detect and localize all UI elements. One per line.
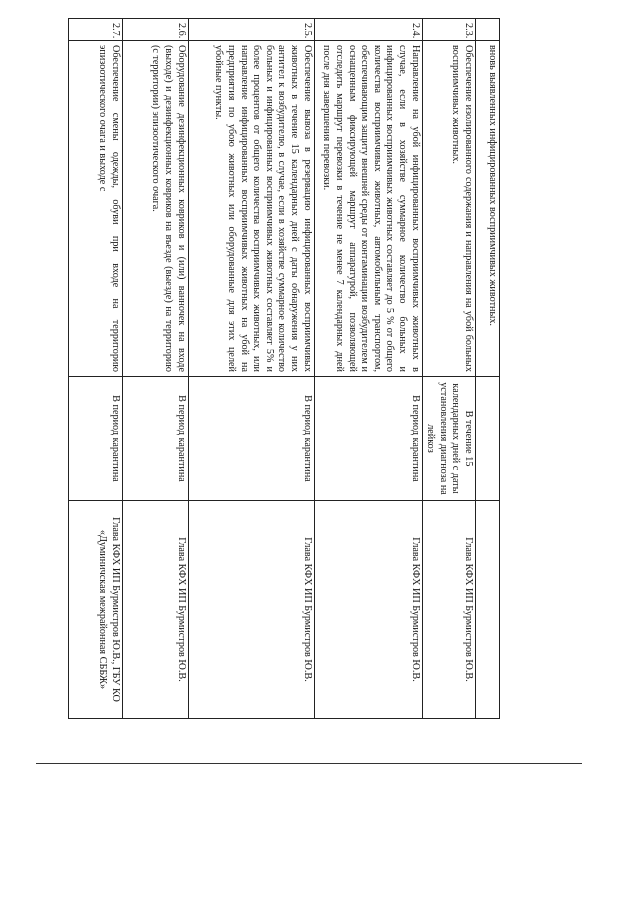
row-number: 2.4. (314, 19, 422, 41)
term-text: В период карантина (122, 377, 188, 501)
table-row (188, 19, 314, 719)
row-number (476, 19, 500, 41)
term-text: В период карантина (188, 377, 314, 501)
table-row (422, 19, 475, 719)
term-text: В период карантина (314, 377, 422, 501)
measure-text: Обеспечение вывоза в резервацию инфицированных восприимчивых животных в течение 15 календарных дней с даты обнаружения у них антител к возбудителю, в случае, если в хозяйстве суммарное количество больных и инфицированных восприимчивых животных составляет 5% и более процентов от общего количества восприимчивых животных, или направление инфицированных восприимчивых животных на убой на предприятия по убою животных или оборудованные для этих целей убойные пункты. (188, 41, 314, 377)
responsible-text: Глава КФХ ИП Бурмистров Ю.В. (122, 501, 188, 719)
measures-table (68, 18, 500, 719)
row-number: 2.7. (68, 19, 122, 41)
term-text (476, 377, 500, 501)
measure-text: вновь выявленных инфицированных восприимчивых животных. (476, 41, 500, 377)
responsible-text: Глава КФХ ИП Бурмистров Ю.В. (314, 501, 422, 719)
term-text: В период карантина (68, 377, 122, 501)
responsible-text: Глава КФХ ИП Бурмистров Ю.В. (188, 501, 314, 719)
responsible-text: Глава КФХ ИП Бурмистров Ю.В., ГБУ КО «Думиничская межрайонная СББЖ» (68, 501, 122, 719)
table-row (476, 19, 500, 719)
table-row (68, 19, 122, 719)
responsible-text (476, 501, 500, 719)
row-number: 2.5. (188, 19, 314, 41)
table-row (314, 19, 422, 719)
measure-text: Обеспечение смены одежды, обуви при входе на территорию эпизоотического очага и выходе с (68, 41, 122, 377)
row-number: 2.3. (422, 19, 475, 41)
rotated-table-container (82, 18, 500, 718)
responsible-text: Глава КФХ ИП Бурмистров Ю.В. (422, 501, 475, 719)
row-number: 2.6. (122, 19, 188, 41)
horizontal-divider (36, 763, 582, 764)
measure-text: Направление на убой инфицированных восприимчивых животных в случае, если в хозяйстве суммарное количество больных и инфицированных восприимчивых животных составляет до 5 % от общего количества восприимчивых животных, автомобильным транспортом, обеспечивающим защиту внешней среды от контаминации возбудителем и оснащенным фиксирующей маршрут аппаратурой, позволяющей отследить маршрут перевозки в течение не менее 7 календарных дней после дня завершения перевозки. (314, 41, 422, 377)
term-text: В течение 15 календарных дней с даты установления диагноза на лейкоз (422, 377, 475, 501)
measure-text: Обеспечение изолированного содержания и направления на убой больных восприимчивых животных. (422, 41, 475, 377)
table-row (122, 19, 188, 719)
measure-text: Оборудование дезинфекционных ковриков и (или) ванночек на входе (выходе) и дезинфекционных ковриков на въезде (выезде) на территорию (с территории) эпизоотического очага. (122, 41, 188, 377)
